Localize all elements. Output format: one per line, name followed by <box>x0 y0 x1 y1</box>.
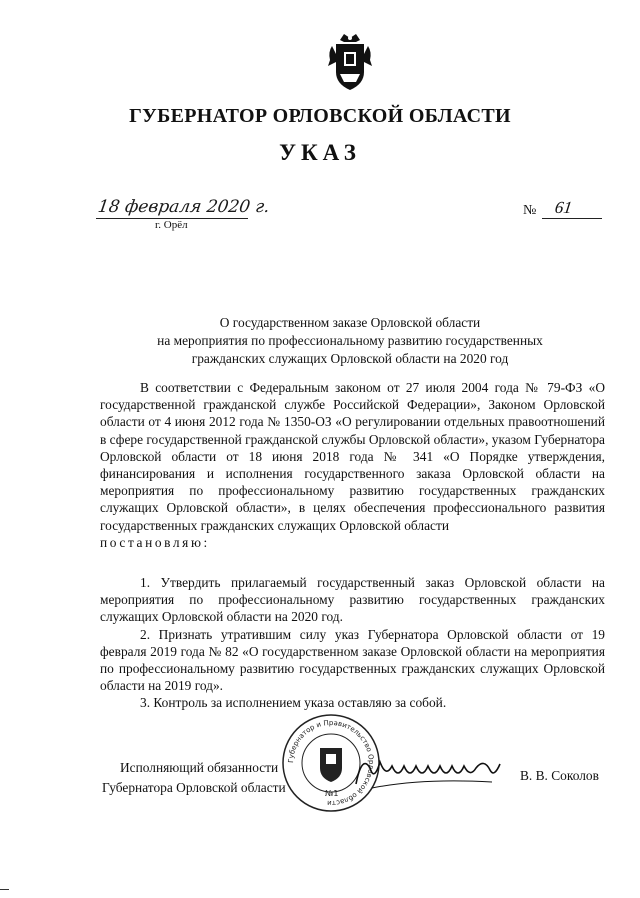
signatory-position <box>102 758 286 798</box>
number-underline <box>542 218 602 219</box>
decree-point: 3. Контроль за исполнением указа оставляю за собой. <box>140 695 447 711</box>
handwritten-signature-icon <box>352 748 504 792</box>
seal-text: Губернатор и Правительство Орловской области <box>286 718 376 808</box>
document-number: 61 <box>553 198 574 217</box>
scan-edge-mark <box>0 889 9 890</box>
document-type: УКАЗ <box>279 140 361 165</box>
decree-point: 2. Признать утратившим силу указ Губернатора Орловской области от 19 февраля 2019 года № 82 «О государственном заказе Орловской области на мероприятия по профессиональному развитию государственных гражданских служащих Орловской области на 2019 год». <box>100 626 605 694</box>
preamble-text: В соответствии с Федеральным законом от 27 июля 2004 года № 79-ФЗ «О государственной гражданской службе Российской Федерации», Законом Орловской области от 4 июня 2012 года № 1350-ОЗ «О регулировании отдельных правоотношений в сфере государственной гражданской службы Орловской области», указом Губернатора Орловской области от 18 июня 2018 года № 341 «О Порядке утверждения, финансирования и исполнения государственного заказа Орловской области на мероприятия по профессиональному развитию государственных гражданских служащих Орловской области», в целях обеспечения профессионального развития государственных гражданских служащих Орловской области <box>100 380 605 533</box>
position-line: Губернатора Орловской области <box>102 780 286 795</box>
title-line: гражданских служащих Орловской области на 2020 год <box>191 351 509 366</box>
preamble <box>100 379 605 551</box>
number-label: № <box>523 203 537 218</box>
city-label: г. Орёл <box>155 219 188 231</box>
decree-points <box>100 574 605 712</box>
decree-word: постановляю: <box>100 534 210 550</box>
title-line: на мероприятия по профессиональному развитию государственных <box>157 333 543 348</box>
signatory-name: В. В. Соколов <box>520 768 599 783</box>
decree-point: 1. Утвердить прилагаемый государственный заказ Орловской области на мероприятия по профессиональному развитию государственных гражданских служащих Орловской области на 2020 год. <box>100 575 605 625</box>
position-line: Исполняющий обязанности <box>120 760 279 775</box>
document-date: 18 февраля 2020 г. <box>96 197 271 217</box>
title-line: О государственном заказе Орловской области <box>219 315 481 330</box>
coat-of-arms-icon <box>326 32 374 92</box>
seal-number: №1 <box>325 789 339 798</box>
document-title <box>100 314 600 368</box>
issuing-authority: ГУБЕРНАТОР ОРЛОВСКОЙ ОБЛАСТИ <box>129 105 511 127</box>
